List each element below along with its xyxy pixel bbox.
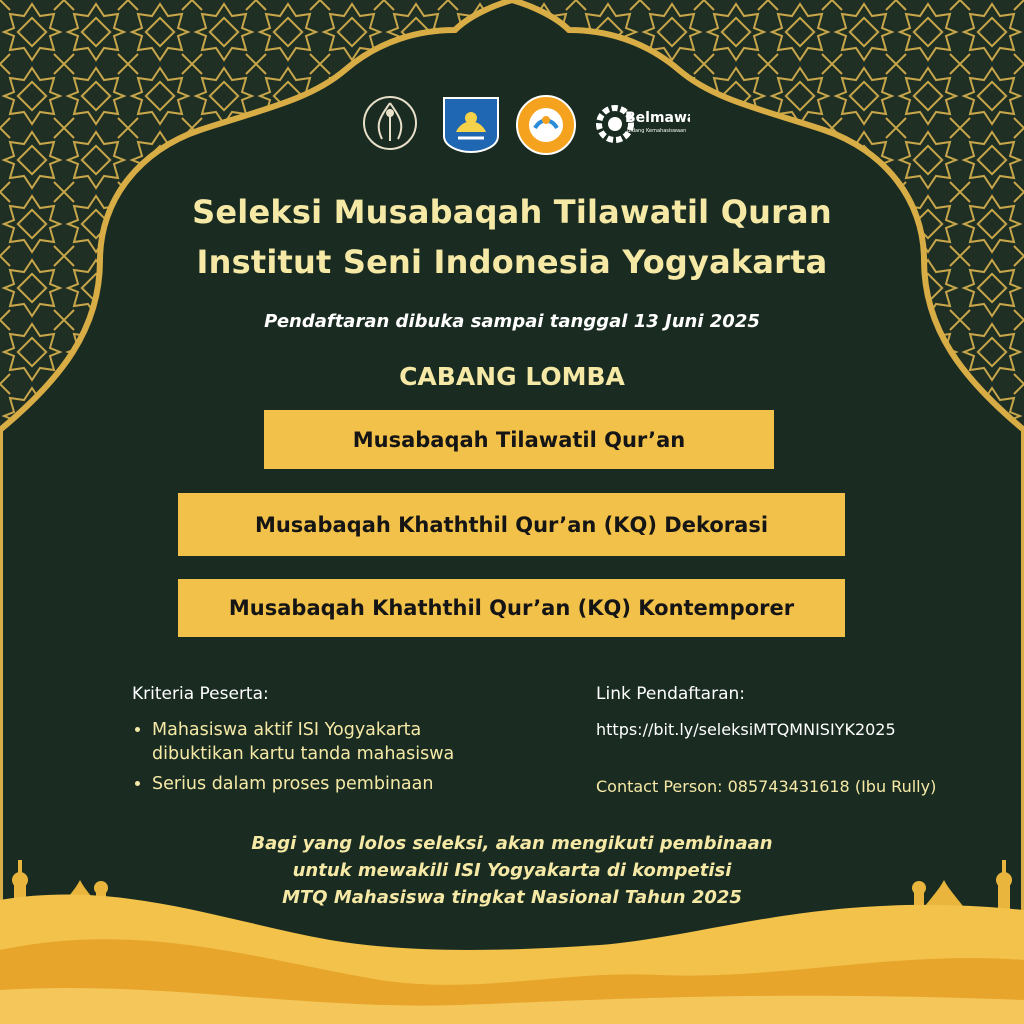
category-label: Musabaqah Khaththil Qur’an (KQ) Kontemporer	[228, 596, 795, 620]
isi-yogyakarta-logo	[362, 95, 418, 151]
registration-link[interactable]: https://bit.ly/seleksiMTQMNISIYK2025	[596, 720, 896, 739]
criteria-list	[132, 718, 512, 802]
footer-line-1: Bagi yang lolos seleksi, akan mengikuti pembinaan	[251, 833, 773, 854]
contact-person: Contact Person: 085743431618 (Ibu Rully)	[596, 777, 937, 796]
footer-line-2: untuk mewakili ISI Yogyakarta di kompetisi	[292, 860, 732, 881]
diktisaintek-berdampak-logo	[515, 94, 577, 156]
category-label: Musabaqah Khaththil Qur’an (KQ) Dekorasi	[254, 512, 769, 537]
belmawa-logo	[595, 100, 690, 148]
category-label: Musabaqah Tilawatil Qur’an	[352, 427, 686, 452]
registration-label: Link Pendaftaran:	[596, 684, 745, 704]
category-box-tilawatil	[264, 410, 774, 469]
footer-line-3: MTQ Mahasiswa tingkat Nasional Tahun 2025	[282, 887, 742, 908]
category-box-kq-kontemporer	[178, 579, 845, 637]
category-box-kq-dekorasi	[178, 493, 845, 556]
svg-text:Belmawa: Belmawa	[625, 110, 690, 126]
title-line-1: Seleksi Musabaqah Tilawatil Quran	[192, 193, 832, 231]
title-line-2: Institut Seni Indonesia Yogyakarta	[196, 243, 828, 281]
criteria-item: • Mahasiswa aktif ISI Yogyakarta dibuktikan kartu tanda mahasiswa	[152, 718, 512, 766]
footer-text	[0, 830, 1024, 911]
registration-deadline: Pendaftaran dibuka sampai tanggal 13 Juni 2025	[264, 311, 760, 332]
section-title: CABANG LOMBA	[399, 362, 625, 391]
svg-text:Bidang Kemahasiswaan: Bidang Kemahasiswaan	[627, 128, 687, 134]
criteria-item: • Serius dalam proses pembinaan	[152, 772, 512, 796]
tut-wuri-handayani-logo	[440, 94, 502, 154]
criteria-label: Kriteria Peserta:	[132, 684, 269, 704]
